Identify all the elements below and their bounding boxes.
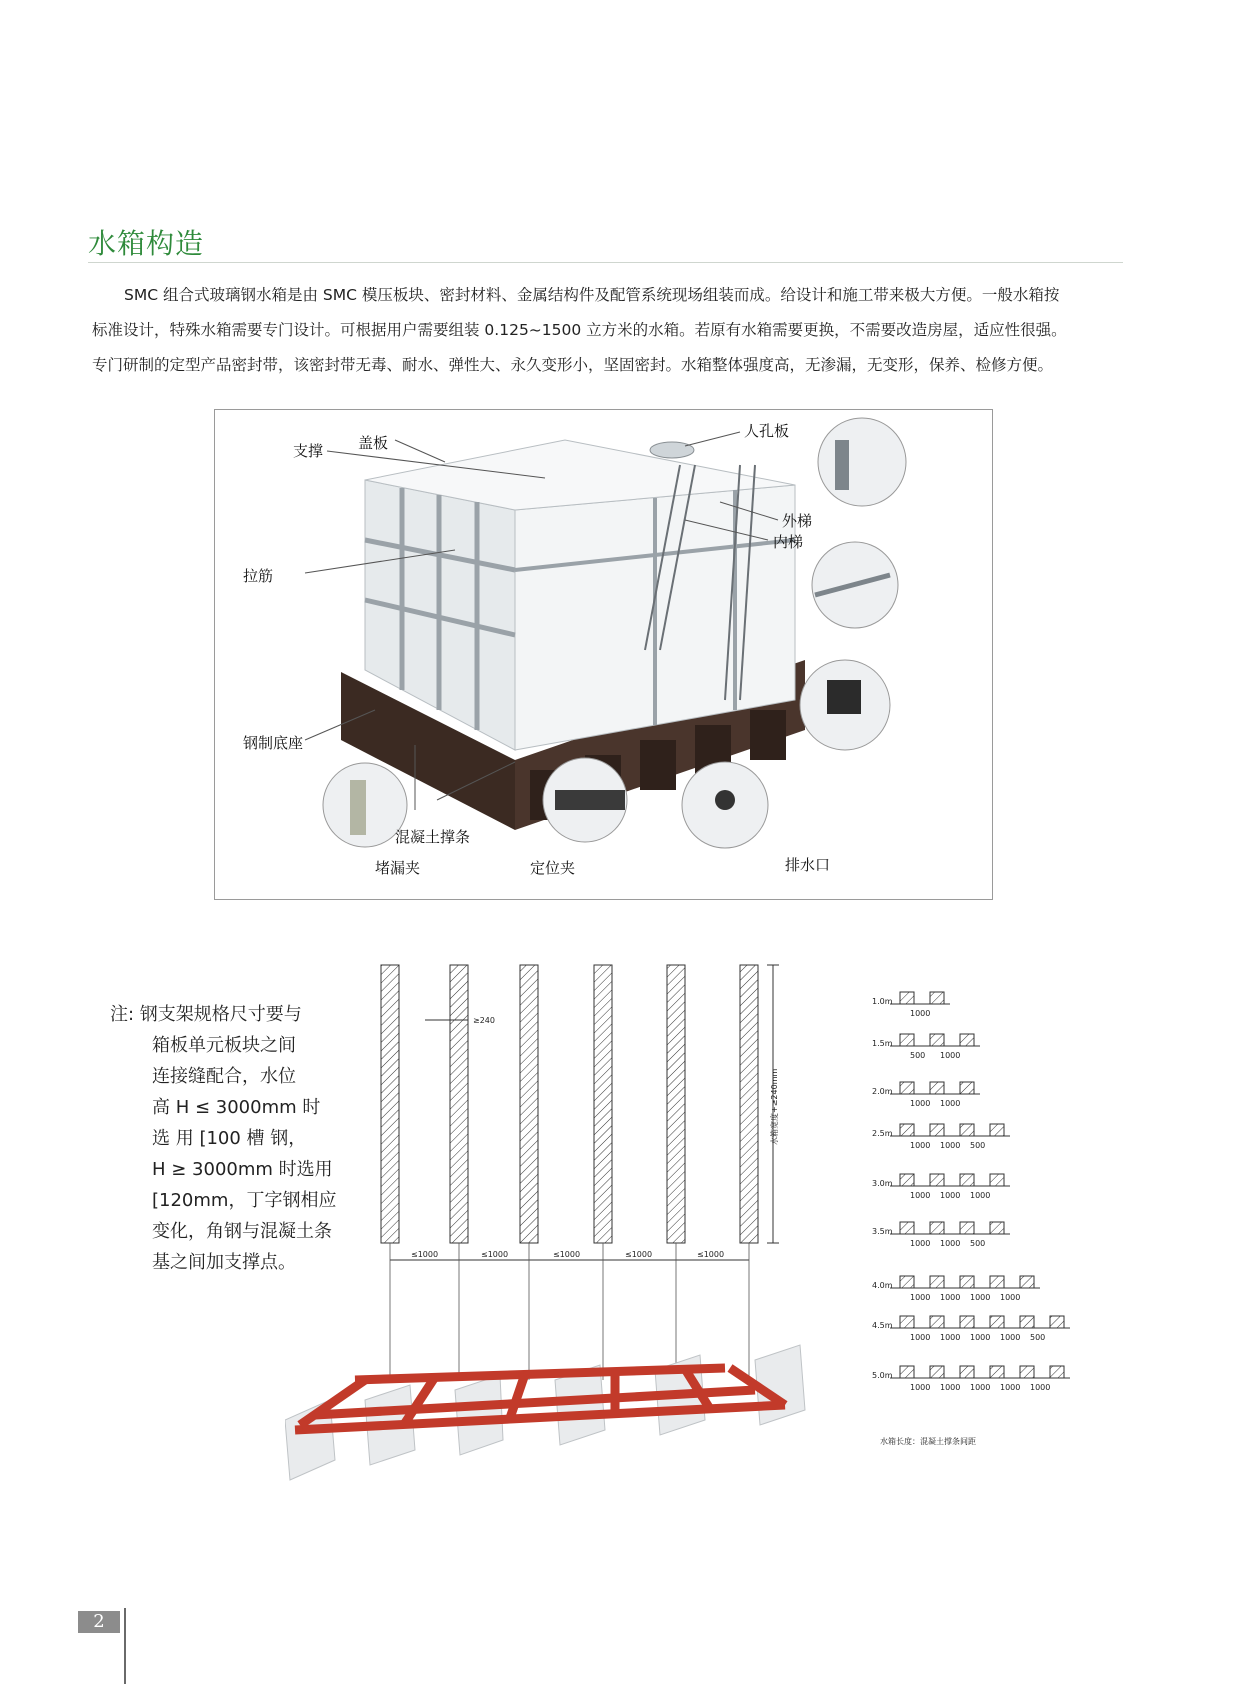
layout-row-dim: 500	[1030, 1333, 1046, 1342]
label-manhole: 人孔板	[744, 422, 790, 440]
note-line: 连接缝配合，水位	[152, 1066, 296, 1087]
layout-row-dim: 1000	[1000, 1293, 1021, 1302]
layout-row-strip	[960, 1276, 974, 1288]
note-line: H ≥ 3000mm 时选用	[152, 1159, 333, 1180]
column-width-label: ≥240	[473, 1016, 495, 1025]
spacing-label: ≤1000	[553, 1250, 581, 1259]
layout-row-strip	[930, 1222, 944, 1234]
layout-row-strip	[1020, 1366, 1034, 1378]
layout-row-strip	[960, 1174, 974, 1186]
layout-row-strip	[900, 1222, 914, 1234]
layout-row-dim: 500	[970, 1239, 986, 1248]
layout-row-dim: 1000	[910, 1141, 931, 1150]
page-number-rule	[124, 1608, 126, 1684]
note-line: 高 H ≤ 3000mm 时	[152, 1097, 321, 1118]
layout-row-dim: 1000	[940, 1141, 961, 1150]
intro-paragraph	[92, 278, 1124, 383]
layout-row-strip	[900, 992, 914, 1004]
layout-row-strip	[960, 1082, 974, 1094]
note-line: 变化，角钢与混凝土条	[152, 1221, 332, 1242]
note-line: 基之间加支撑点。	[152, 1252, 296, 1273]
layout-row-strip	[930, 1124, 944, 1136]
layout-row-strip	[900, 1124, 914, 1136]
detail-circle-manhole	[818, 418, 906, 506]
layout-row-dim: 1000	[910, 1009, 931, 1018]
note-line: [120mm，丁字钢相应	[152, 1190, 337, 1211]
layout-row-strip	[1050, 1366, 1064, 1378]
layout-row-strip	[900, 1366, 914, 1378]
steel-frame-drawing	[285, 960, 865, 1495]
page-title: 水箱构造	[88, 227, 205, 260]
layout-row-strip	[930, 1366, 944, 1378]
layout-caption: 水箱长度：混凝土撑条间距	[880, 1437, 976, 1446]
layout-row-strip	[990, 1316, 1004, 1328]
layout-row-dim: 1000	[1030, 1383, 1051, 1392]
layout-row-dim: 500	[970, 1141, 986, 1150]
spacing-label: ≤1000	[481, 1250, 509, 1259]
column-height-label: 水箱宽度+≥240mm	[770, 1068, 779, 1145]
layout-row-dim: 500	[910, 1051, 926, 1060]
spacing-label: ≤1000	[697, 1250, 725, 1259]
layout-row-size: 3.5m	[872, 1227, 893, 1236]
label-outer-ladder: 外梯	[782, 512, 813, 530]
layout-row-strip	[960, 1222, 974, 1234]
layout-row-dim: 1000	[970, 1383, 991, 1392]
layout-row-strip	[960, 1366, 974, 1378]
layout-row-size: 5.0m	[872, 1371, 893, 1380]
label-concrete-strip: 混凝土撑条	[395, 828, 471, 846]
layout-row-strip	[900, 1034, 914, 1046]
label-drain: 排水口	[785, 856, 831, 874]
tank-illustration	[215, 410, 992, 899]
layout-row-size: 3.0m	[872, 1179, 893, 1188]
layout-row-dim: 1000	[970, 1293, 991, 1302]
layout-row-size: 4.5m	[872, 1321, 893, 1330]
layout-row-dim: 1000	[910, 1333, 931, 1342]
layout-row-strip	[1020, 1316, 1034, 1328]
label-tie-bar: 拉筋	[243, 567, 274, 585]
layout-row-strip	[930, 1174, 944, 1186]
layout-row-strip	[930, 1316, 944, 1328]
spacing-label: ≤1000	[625, 1250, 653, 1259]
layout-row-dim: 1000	[910, 1099, 931, 1108]
layout-row-dim: 1000	[940, 1293, 961, 1302]
layout-row-strip	[930, 1276, 944, 1288]
layout-row-size: 2.0m	[872, 1087, 893, 1096]
layout-row-size: 4.0m	[872, 1281, 893, 1290]
layout-row-size: 2.5m	[872, 1129, 893, 1138]
layout-row-strip	[900, 1174, 914, 1186]
layout-row-strip	[960, 1316, 974, 1328]
layout-row-strip	[990, 1366, 1004, 1378]
manhole-cover	[650, 442, 694, 458]
label-steel-base: 钢制底座	[243, 734, 304, 752]
layout-row-dim: 1000	[940, 1383, 961, 1392]
layout-row-strip	[900, 1276, 914, 1288]
layout-row-size: 1.5m	[872, 1039, 893, 1048]
hatched-columns	[381, 965, 758, 1243]
label-positioning-clamp: 定位夹	[530, 859, 576, 877]
layout-table-drawing	[870, 980, 1080, 1450]
layout-row-strip	[930, 992, 944, 1004]
page-number: 2	[78, 1611, 120, 1633]
layout-row-strip	[990, 1174, 1004, 1186]
layout-row-strip	[960, 1034, 974, 1046]
layout-row-dim: 1000	[940, 1191, 961, 1200]
layout-row-dim: 1000	[1000, 1333, 1021, 1342]
layout-row-dim: 1000	[970, 1191, 991, 1200]
layout-row-dim: 1000	[940, 1051, 961, 1060]
layout-row-dim: 1000	[970, 1333, 991, 1342]
layout-row-size: 1.0m	[872, 997, 893, 1006]
label-support: 支撑	[293, 442, 324, 460]
tank-structure-diagram	[214, 409, 993, 900]
layout-row-strip	[930, 1034, 944, 1046]
layout-row-dim: 1000	[940, 1099, 961, 1108]
layout-row-dim: 1000	[910, 1239, 931, 1248]
layout-row-dim: 1000	[940, 1239, 961, 1248]
note-line: 箱板单元板块之间	[152, 1035, 296, 1056]
layout-row-dim: 1000	[1000, 1383, 1021, 1392]
layout-row-dim: 1000	[910, 1293, 931, 1302]
label-inner-ladder: 内梯	[773, 533, 804, 551]
layout-row-strip	[1020, 1276, 1034, 1288]
layout-row-strip	[990, 1222, 1004, 1234]
label-cover: 盖板	[358, 434, 389, 452]
intro-line-3: 专门研制的定型产品密封带，该密封带无毒、耐水、弹性大、永久变形小，坚固密封。水箱整体强度高，无渗漏，无变形，保养、检修方便。	[92, 356, 1054, 374]
layout-row-strip	[1050, 1316, 1064, 1328]
layout-row-strip	[990, 1124, 1004, 1136]
layout-row-strip	[960, 1124, 974, 1136]
layout-row-strip	[900, 1316, 914, 1328]
label-leak-clamp: 堵漏夹	[375, 859, 421, 877]
layout-row-strip	[900, 1082, 914, 1094]
layout-row-strip	[990, 1276, 1004, 1288]
intro-line-2: 标准设计，特殊水箱需要专门设计。可根据用户需要组装 0.125~1500 立方米的水箱。若原有水箱需要更换，不需要改造房屋，适应性很强。	[92, 321, 1067, 339]
spacing-label: ≤1000	[411, 1250, 439, 1259]
note-line: 注: 钢支架规格尺寸要与	[110, 1004, 302, 1025]
title-divider	[88, 262, 1123, 263]
layout-row-dim: 1000	[910, 1383, 931, 1392]
intro-line-1: SMC 组合式玻璃钢水箱是由 SMC 模压板块、密封材料、金属结构件及配管系统现场组装而成。给设计和施工带来极大方便。一般水箱按	[124, 286, 1060, 304]
layout-row-strip	[930, 1082, 944, 1094]
layout-row-dim: 1000	[940, 1333, 961, 1342]
note-line: 选 用 [100 槽 钢，	[152, 1128, 307, 1149]
layout-row-dim: 1000	[910, 1191, 931, 1200]
